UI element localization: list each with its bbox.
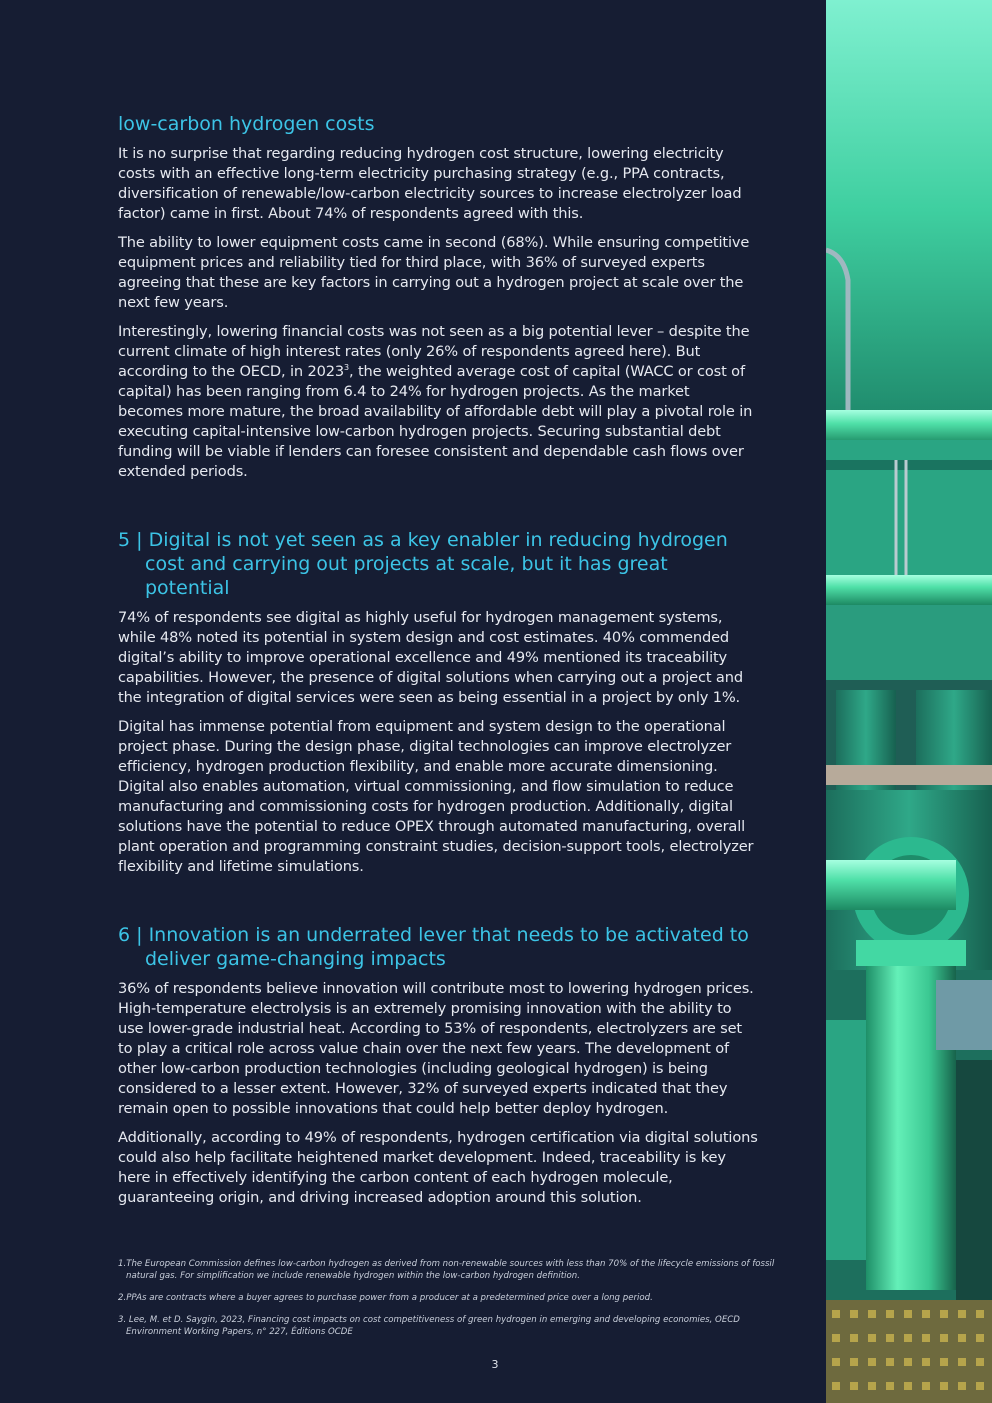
paragraph-text: , the weighted average cost of capital (WACC or cost of capital) has been ranging from 6.4 to 24% for hydrogen projects. As the market becomes more mature, the broad availability of affordable debt will play a pivotal role in executing capital-intensive low-carbon hydrogen projects. Securing substantial debt funding will be viable if lenders can foresee consistent and dependable cash flows over extended periods. <box>118 363 753 480</box>
main-content <box>118 112 758 1208</box>
hydrogen-pipes-photo <box>826 0 992 1403</box>
paragraph: The ability to lower equipment costs came in second (68%). While ensuring competitive equipment prices and reliability tied for third place, with 36% of surveyed experts agreeing that these are key factors in carrying out a hydrogen project at scale over the next few years. <box>118 234 750 311</box>
paragraph: 36% of respondents believe innovation will contribute most to lowering hydrogen prices. High-temperature electrolysis is an extremely promising innovation with the ability to use lower-grade industrial heat. According to 53% of respondents, electrolyzers are set to play a critical role across value chain over the next few years. The development of other low-carbon production technologies (including geological hydrogen) is being considered to a lesser extent. However, 32% of surveyed experts indicated that they remain open to possible innovations that could help better deploy hydrogen. <box>118 980 754 1117</box>
paragraph: 74% of respondents see digital as highly useful for hydrogen management systems, while 48% noted its potential in system design and cost estimates. 40% commended digital’s ability to improve operational excellence and 49% mentioned its traceability capabilities. However, the presence of digital solutions when carrying out a project and the integration of digital services were seen as being essential in a project by only 1%. <box>118 609 743 706</box>
paragraph: Additionally, according to 49% of respondents, hydrogen certification via digital solutions could also help facilitate heightened market development. Indeed, traceability is key here in effectively identifying the carbon content of each hydrogen molecule, guaranteeing origin, and driving increased adoption around this solution. <box>118 1129 758 1206</box>
paragraph-oecd <box>118 322 758 482</box>
footnotes <box>118 1258 778 1348</box>
page-number: 3 <box>491 1358 499 1371</box>
paragraph: It is no surprise that regarding reducing hydrogen cost structure, lowering electricity costs with an effective long-term electricity purchasing strategy (e.g., PPA contracts, diversification of renewable/low-carbon electricity sources to increase electrolyzer load factor) came in first. About 74% of respondents agreed with this. <box>118 145 742 222</box>
paragraph-text: Interestingly, lowering financial costs was not seen as a big potential lever – despite the current climate of high interest rates (only 26% of respondents agreed here). But according to the OECD, in 2023 <box>118 323 750 380</box>
pipes-illustration <box>826 0 992 1403</box>
footnote-2: 2.PPAs are contracts where a buyer agrees to purchase power from a producer at a predetermined price over a long period. <box>118 1293 653 1303</box>
footnote-3: 3. Lee, M. et D. Saygin, 2023, Financing cost impacts on cost competitiveness of green hydrogen in emerging and developing economies, OECD Environment Working Papers, n° 227, Éditions OCDE <box>118 1315 740 1337</box>
paragraph: Digital has immense potential from equipment and system design to the operational project phase. During the design phase, digital technologies can improve electrolyzer efficiency, hydrogen production flexibility, and enable more accurate dimensioning. Digital also enables automation, virtual commissioning, and flow simulation to reduce manufacturing and commissioning costs for hydrogen production. Additionally, digital solutions have the potential to reduce OPEX through automated manufacturing, overall plant operation and programming constraint studies, decision-support tools, electrolyzer flexibility and lifetime simulations. <box>118 718 754 875</box>
section-heading-costs: low-carbon hydrogen costs <box>118 113 375 135</box>
footnote-1: 1.The European Commission defines low-carbon hydrogen as derived from non-renewable sources with less than 70% of the lifecycle emissions of fossil natural gas. For simplification we include renewable hydrogen within the low-carbon hydrogen definition. <box>118 1259 775 1281</box>
footnote-ref[interactable]: 3 <box>344 363 349 373</box>
section-heading-digital: 5 | Digital is not yet seen as a key enabler in reducing hydrogen cost and carrying out projects at scale, but it has great potential <box>118 529 728 599</box>
section-heading-innovation: 6 | Innovation is an underrated lever that needs to be activated to deliver game-changing impacts <box>118 924 749 970</box>
